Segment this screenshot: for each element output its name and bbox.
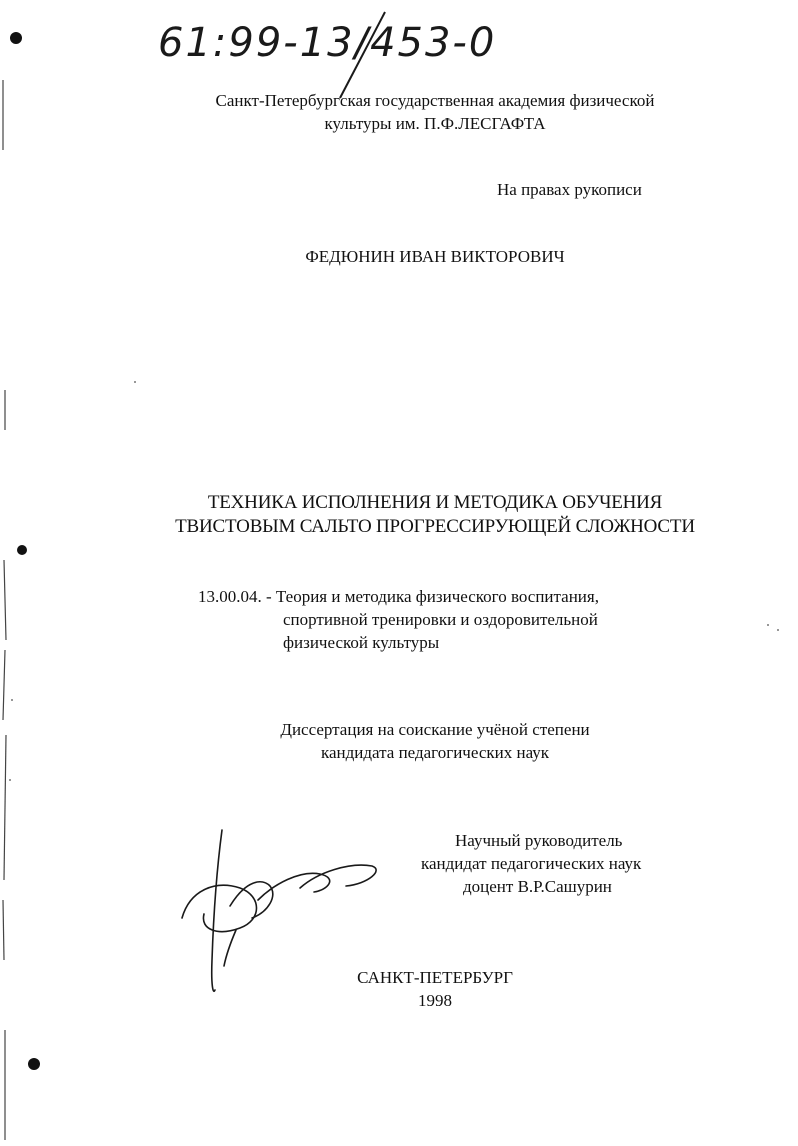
author-name: ФЕДЮНИН ИВАН ВИКТОРОВИЧ xyxy=(305,247,565,266)
supervisor-name: доцент В.Р.Сашурин xyxy=(463,877,612,896)
institution-line-2: культуры им. П.Ф.ЛЕСГАФТА xyxy=(324,114,546,133)
degree-line-1: Диссертация на соискание учёной степени xyxy=(280,720,590,739)
specialty-line-3: физической культуры xyxy=(283,633,440,652)
supervisor-role: Научный руководитель xyxy=(455,831,623,850)
manuscript-note: На правах рукописи xyxy=(497,180,642,199)
thesis-title-line-2: ТВИСТОВЫМ САЛЬТО ПРОГРЕССИРУЮЩЕЙ СЛОЖНОСТИ xyxy=(175,516,695,537)
archive-code: 61:99-13/453-0 xyxy=(158,20,497,66)
specialty-line-2: спортивной тренировки и оздоровительной xyxy=(283,610,598,629)
year: 1998 xyxy=(418,991,452,1010)
institution-line-1: Санкт-Петербургская государственная академия физической xyxy=(215,91,655,110)
degree-line-2: кандидата педагогических наук xyxy=(320,743,550,762)
thesis-title-line-1: ТЕХНИКА ИСПОЛНЕНИЯ И МЕТОДИКА ОБУЧЕНИЯ xyxy=(207,492,663,513)
supervisor-degree: кандидат педагогических наук xyxy=(421,854,642,873)
specialty-line-1: 13.00.04. - Теория и методика физического воспитания, xyxy=(198,587,599,606)
city: САНКТ-ПЕТЕРБУРГ xyxy=(357,968,513,987)
